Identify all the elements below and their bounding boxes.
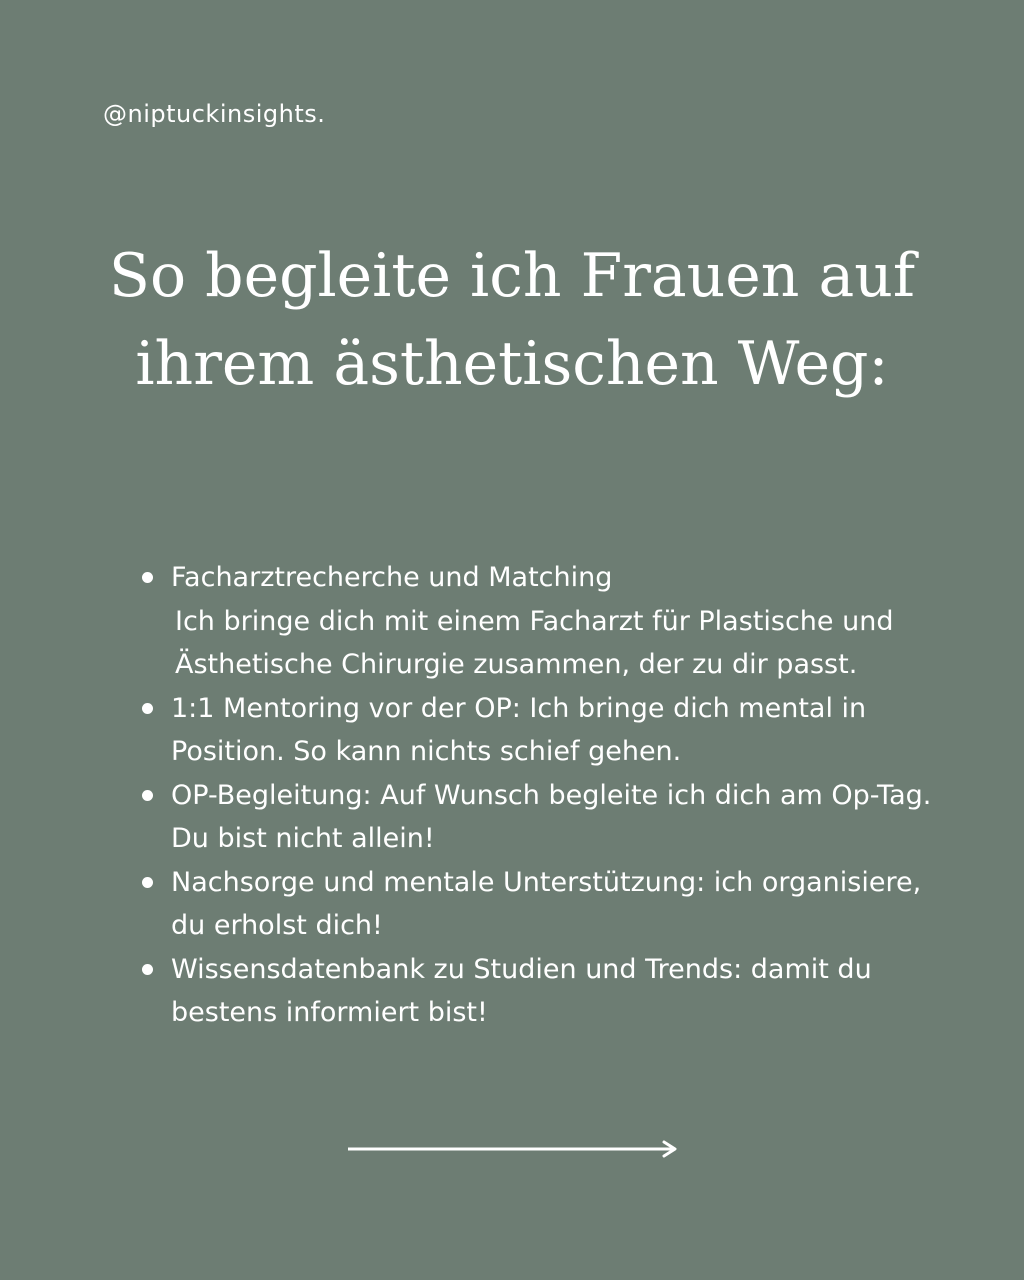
service-list [130,556,950,1035]
headline-line-2: ihrem ästhetischen Weg: [135,329,889,399]
service-item-matching [130,556,950,687]
service-title: Facharztrecherche und Matching [171,562,613,593]
bullet-icon [142,703,153,714]
service-text: OP-Begleitung: Auf Wunsch begleite ich dich am Op-Tag. Du bist nicht allein! [171,779,932,854]
bullet-icon [142,572,153,583]
bullet-icon [142,877,153,888]
service-item-aftercare [130,861,950,948]
service-description: Ich bringe dich mit einem Facharzt für Plastische und Ästhetische Chirurgie zusammen, der zu dir passt. [175,605,894,680]
headline [0,232,1024,408]
service-text: 1:1 Mentoring vor der OP: Ich bringe dich mental in Position. So kann nichts schief gehen. [171,692,867,767]
service-text: Wissensdatenbank zu Studien und Trends: damit du bestens informiert bist! [171,953,872,1028]
headline-line-1: So begleite ich Frauen auf [108,241,916,311]
service-item-op-support [130,774,950,861]
account-handle: @niptuckinsights. [103,100,326,128]
arrow-right-icon[interactable] [348,1139,678,1159]
service-text: Nachsorge und mentale Unterstützung: ich organisiere, du erholst dich! [171,866,922,941]
service-item-knowledge-base [130,948,950,1035]
bullet-icon [142,964,153,975]
bullet-icon [142,790,153,801]
service-item-mentoring [130,687,950,774]
